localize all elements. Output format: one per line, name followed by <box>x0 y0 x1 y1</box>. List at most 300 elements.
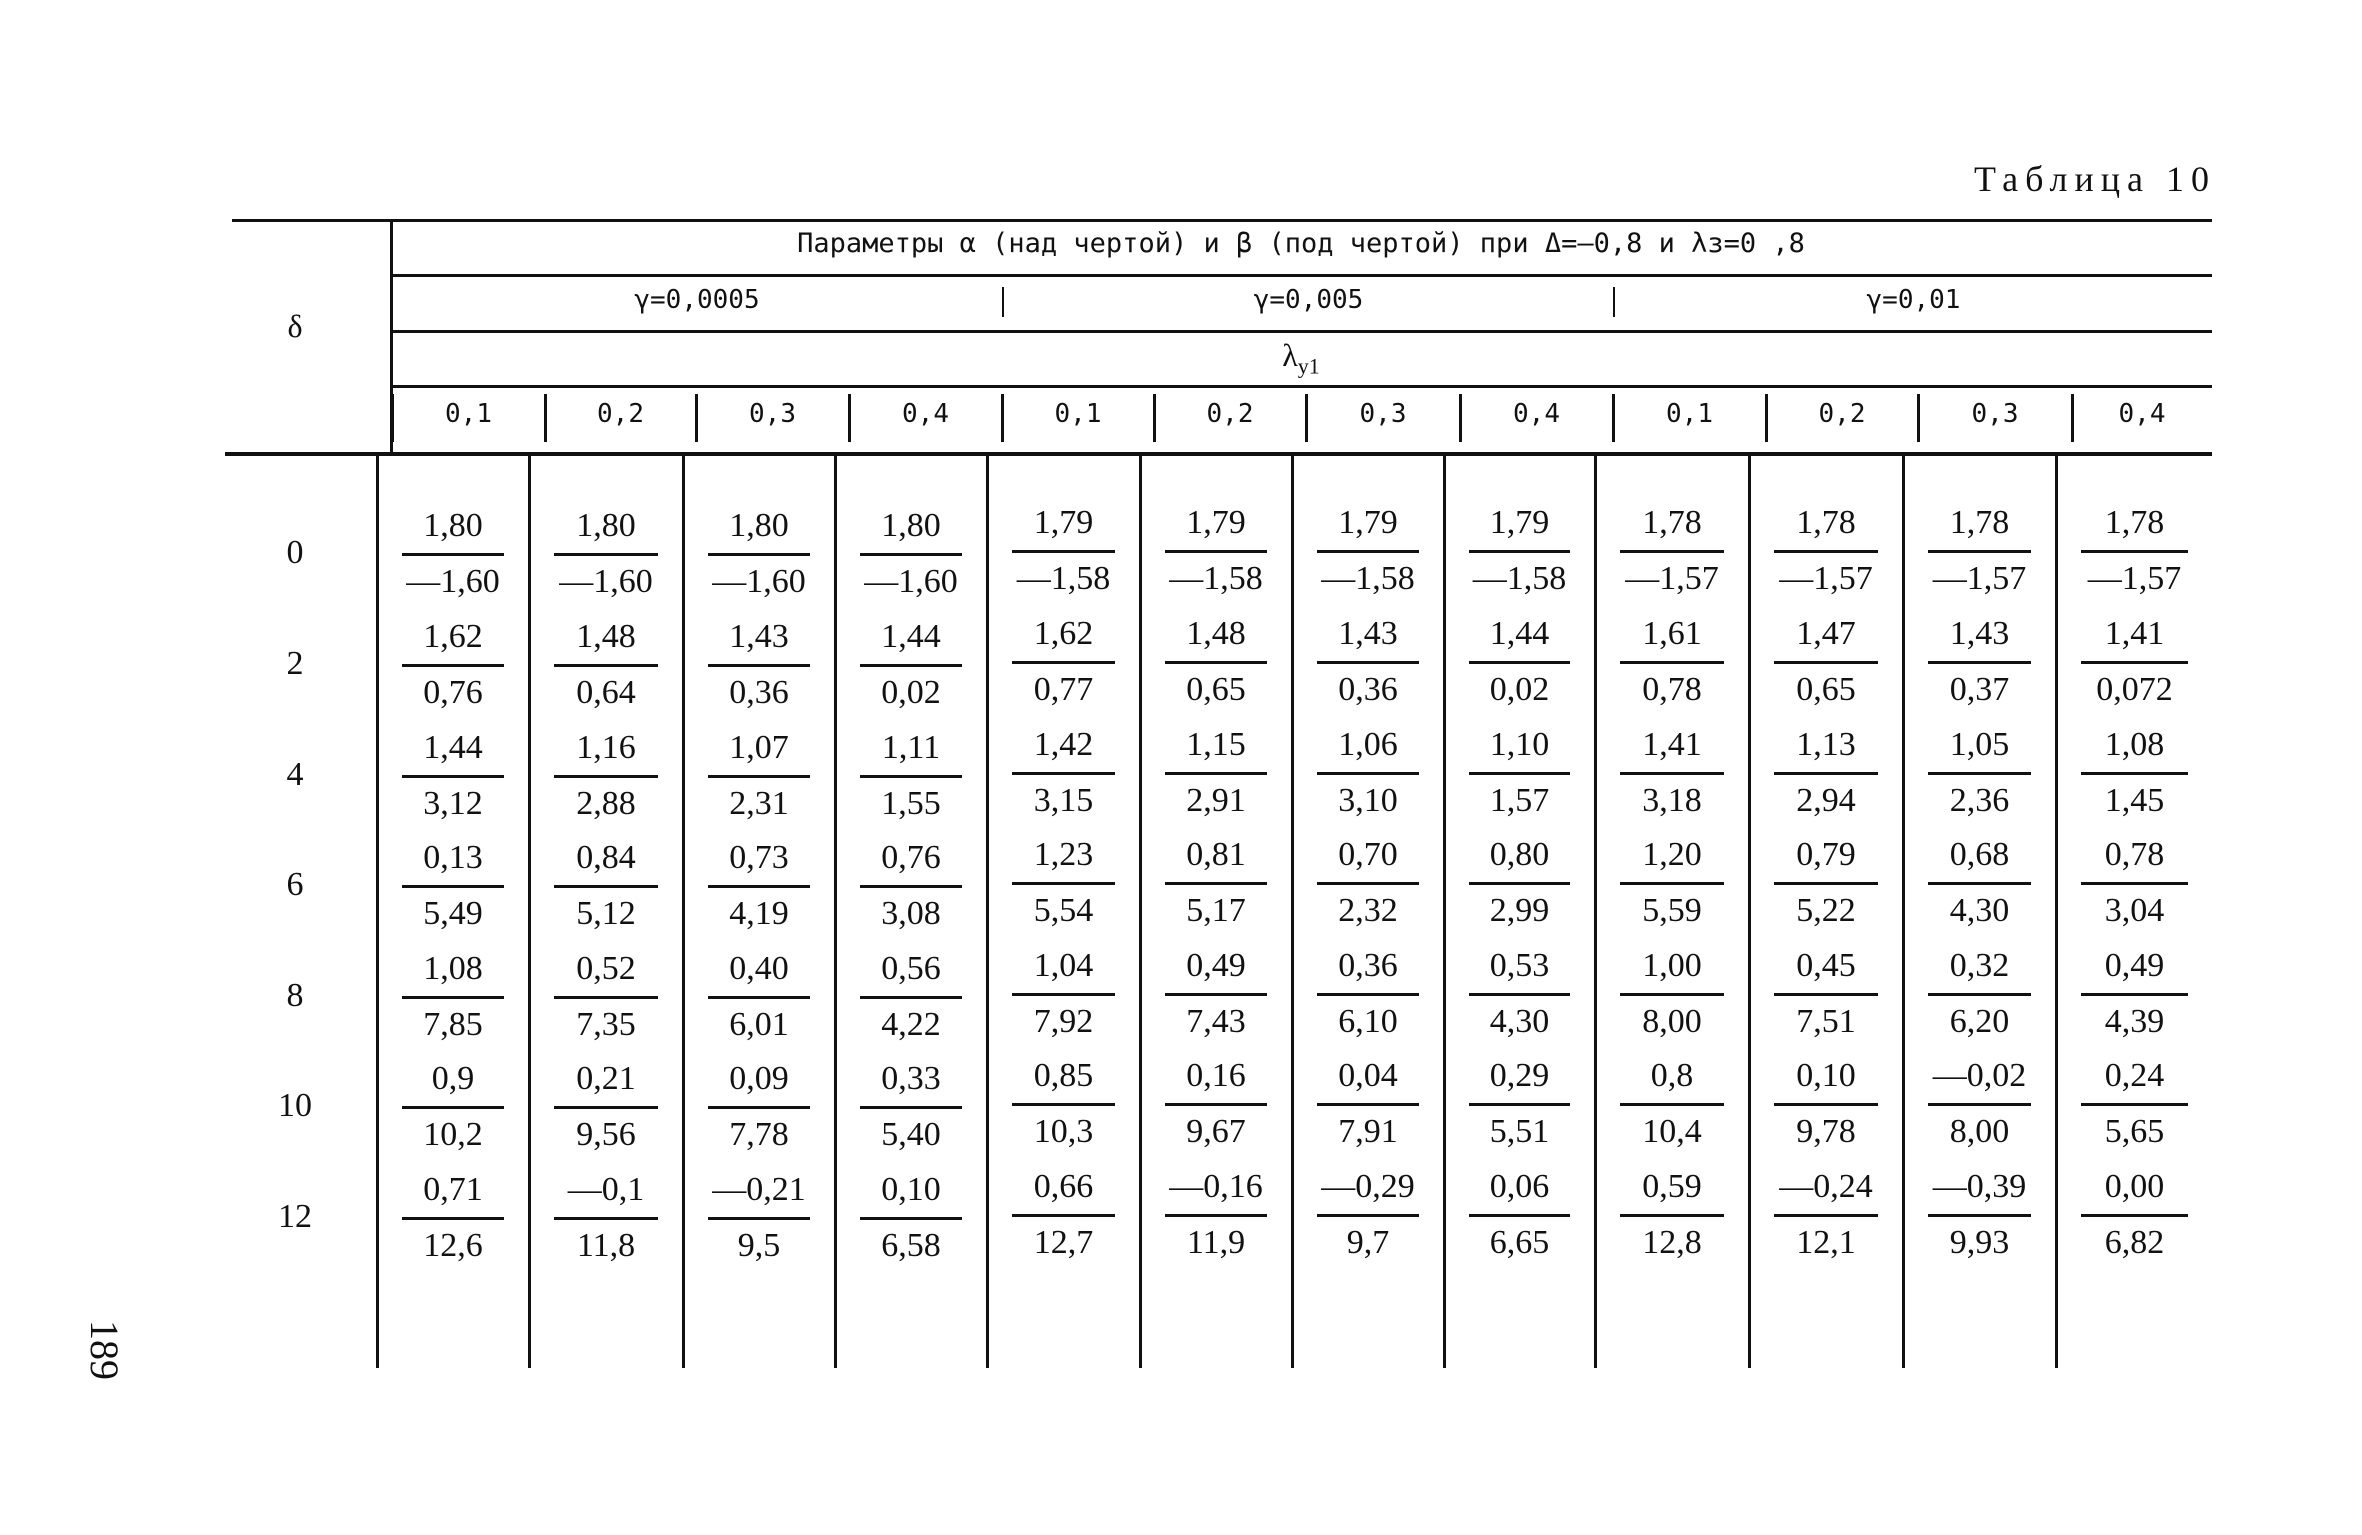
beta-value: 3,10 <box>1338 782 1398 819</box>
table-cell <box>2059 829 2210 937</box>
alpha-value: 0,78 <box>2104 836 2165 873</box>
beta-value: 0,76 <box>423 674 483 711</box>
beta-value: 12,1 <box>1796 1224 1856 1261</box>
alpha-value: 1,44 <box>881 618 941 655</box>
table-cell <box>990 608 1137 716</box>
alpha-value: 0,85 <box>1033 1057 1094 1094</box>
beta-value: 0,65 <box>1186 671 1246 708</box>
alpha-value: 0,70 <box>1338 836 1398 873</box>
alpha-value: 1,15 <box>1186 726 1246 763</box>
column-header-separator <box>1459 394 1462 442</box>
beta-value: 2,36 <box>1949 782 2010 819</box>
alpha-value: 1,05 <box>1949 726 2010 763</box>
beta-value: 2,91 <box>1186 782 1246 819</box>
alpha-value: 1,08 <box>2104 726 2165 763</box>
alpha-value: 0,13 <box>423 839 483 876</box>
beta-value: 4,19 <box>729 895 789 932</box>
column-header-separator <box>1917 394 1920 442</box>
table-cell <box>1143 1161 1289 1269</box>
alpha-value: 1,79 <box>1186 504 1246 541</box>
alpha-value: 1,43 <box>729 618 789 655</box>
column-rule <box>1139 456 1142 1368</box>
beta-value: 9,67 <box>1186 1113 1246 1150</box>
beta-value: 11,8 <box>576 1227 636 1264</box>
group-rule <box>392 330 2212 333</box>
beta-value: 3,12 <box>423 785 483 822</box>
table-cell <box>1752 829 1900 937</box>
caption-rule <box>392 274 2212 277</box>
table-cell <box>1752 497 1900 605</box>
beta-value: 3,04 <box>2104 892 2165 929</box>
beta-value: 9,56 <box>576 1116 636 1153</box>
beta-value: 2,32 <box>1338 892 1398 929</box>
column-header-separator <box>2071 394 2074 442</box>
alpha-value: 1,08 <box>423 950 483 987</box>
beta-value: 0,02 <box>881 674 941 711</box>
column-header-separator <box>1153 394 1156 442</box>
alpha-value: 0,68 <box>1949 836 2010 873</box>
group-header: γ=0,005 <box>1253 285 1364 315</box>
table-cell <box>1143 1050 1289 1158</box>
table-cell <box>532 943 680 1051</box>
beta-value: —1,57 <box>1779 560 1873 597</box>
table-cell <box>2059 940 2210 1048</box>
alpha-value: 1,48 <box>1186 615 1246 652</box>
beta-value: 2,31 <box>729 785 789 822</box>
beta-value: 6,65 <box>1489 1224 1550 1261</box>
beta-value: 7,35 <box>576 1006 636 1043</box>
alpha-value: 0,84 <box>576 839 636 876</box>
alpha-value: 1,80 <box>576 507 636 544</box>
beta-value: —1,60 <box>712 563 806 600</box>
column-header: 0,3 <box>1971 399 2019 429</box>
beta-value: 3,18 <box>1642 782 1702 819</box>
table-cell <box>1447 719 1592 827</box>
alpha-value: 1,61 <box>1642 615 1702 652</box>
beta-value: 0,37 <box>1949 671 2010 708</box>
alpha-value: 0,71 <box>423 1171 483 1208</box>
table-cell <box>1295 497 1441 605</box>
column-rule <box>2055 456 2058 1368</box>
beta-value: 4,30 <box>1489 1003 1550 1040</box>
alpha-value: 0,9 <box>431 1060 475 1097</box>
beta-value: —1,57 <box>1625 560 1719 597</box>
beta-value: 0,77 <box>1033 671 1094 708</box>
alpha-value: 1,16 <box>576 729 636 766</box>
beta-value: 7,92 <box>1033 1003 1094 1040</box>
alpha-value: 1,13 <box>1796 726 1856 763</box>
beta-value: 7,78 <box>729 1116 789 1153</box>
row-label-delta: 8 <box>286 977 304 1014</box>
table-cell <box>2059 497 2210 605</box>
column-header: 0,1 <box>445 399 492 429</box>
beta-value: 5,59 <box>1642 892 1702 929</box>
beta-value: 12,7 <box>1033 1224 1094 1261</box>
beta-value: —1,58 <box>1321 560 1415 597</box>
table-cell <box>686 943 832 1051</box>
table-cell <box>686 832 832 940</box>
beta-value: 0,36 <box>729 674 789 711</box>
table-cell <box>1447 940 1592 1048</box>
beta-value: 5,49 <box>423 895 483 932</box>
alpha-value: 1,43 <box>1338 615 1398 652</box>
table-cell <box>532 500 680 608</box>
table-cell <box>380 722 526 830</box>
column-rule <box>1443 456 1446 1368</box>
alpha-value: 0,73 <box>729 839 789 876</box>
table-cell <box>1143 940 1289 1048</box>
table-cell <box>686 722 832 830</box>
alpha-value: 0,36 <box>1338 947 1398 984</box>
table-cell <box>1906 1050 2053 1158</box>
alpha-value: 1,41 <box>1642 726 1702 763</box>
table-cell <box>990 829 1137 937</box>
lambda-rule <box>392 385 2212 388</box>
beta-value: 10,4 <box>1642 1113 1702 1150</box>
table-cell <box>2059 608 2210 716</box>
table-cell <box>990 940 1137 1048</box>
column-header: 0,4 <box>902 399 949 429</box>
alpha-value: 1,79 <box>1338 504 1398 541</box>
table-cell <box>838 722 984 830</box>
table-cell <box>686 611 832 719</box>
beta-value: 7,91 <box>1338 1113 1398 1150</box>
row-label-delta: 10 <box>278 1087 312 1124</box>
table-cell <box>1752 608 1900 716</box>
column-header-separator <box>1001 394 1004 442</box>
beta-value: 6,10 <box>1338 1003 1398 1040</box>
beta-value: 4,22 <box>881 1006 941 1043</box>
column-header: 0,2 <box>1818 399 1866 429</box>
beta-value: 9,93 <box>1949 1224 2010 1261</box>
column-header-separator <box>1612 394 1615 442</box>
alpha-value: 0,66 <box>1033 1168 1094 1205</box>
beta-value: 6,82 <box>2104 1224 2165 1261</box>
alpha-value: —0,39 <box>1932 1168 2027 1205</box>
alpha-value: —0,16 <box>1169 1168 1263 1205</box>
table-cell <box>1906 497 2053 605</box>
column-header-separator <box>544 394 547 442</box>
alpha-value: 0,80 <box>1489 836 1550 873</box>
beta-value: 9,5 <box>737 1227 781 1264</box>
alpha-value: 1,41 <box>2104 615 2165 652</box>
beta-value: 0,36 <box>1338 671 1398 708</box>
beta-value: 7,85 <box>423 1006 483 1043</box>
column-rule <box>1291 456 1294 1368</box>
table-cell <box>838 1053 984 1161</box>
beta-value: —1,60 <box>559 563 653 600</box>
table-cell <box>838 500 984 608</box>
beta-value: 5,40 <box>881 1116 941 1153</box>
beta-value: 8,00 <box>1949 1113 2010 1150</box>
table-cell <box>380 1053 526 1161</box>
row-label-delta: 12 <box>278 1198 312 1235</box>
column-rule <box>1748 456 1751 1368</box>
column-header: 0,4 <box>2118 399 2166 429</box>
beta-value: —1,58 <box>1016 560 1111 597</box>
alpha-value: 1,44 <box>423 729 483 766</box>
table-cell <box>1906 1161 2053 1269</box>
page-number: 189 <box>82 1320 127 1380</box>
alpha-value: 0,33 <box>881 1060 941 1097</box>
alpha-value: 0,45 <box>1796 947 1856 984</box>
alpha-value: 0,16 <box>1186 1057 1246 1094</box>
table-cell <box>1143 497 1289 605</box>
column-header: 0,2 <box>597 399 644 429</box>
table-cell <box>1906 719 2053 827</box>
beta-value: 9,7 <box>1346 1224 1390 1261</box>
table-cell <box>380 1164 526 1272</box>
beta-value: 0,072 <box>2096 671 2173 708</box>
column-rule <box>1594 456 1597 1368</box>
table-cell <box>2059 719 2210 827</box>
alpha-value: 0,09 <box>729 1060 789 1097</box>
alpha-value: 0,00 <box>2104 1168 2165 1205</box>
table-cell <box>1906 608 2053 716</box>
table-cell <box>838 611 984 719</box>
row-label-delta: 6 <box>286 866 304 903</box>
group-header: γ=0,01 <box>1866 285 1961 315</box>
table-cell <box>1447 497 1592 605</box>
alpha-value: 1,00 <box>1642 947 1702 984</box>
table-cell <box>1598 719 1746 827</box>
table-cell <box>990 719 1137 827</box>
table-cell <box>2059 1161 2210 1269</box>
column-rule <box>834 456 837 1368</box>
row-label-delta: 2 <box>286 645 304 682</box>
table-cell <box>1447 608 1592 716</box>
table-cell <box>1752 1050 1900 1158</box>
beta-value: 6,58 <box>881 1227 941 1264</box>
alpha-value: 1,62 <box>423 618 483 655</box>
table-cell <box>1447 1050 1592 1158</box>
table-cell <box>1598 829 1746 937</box>
column-header: 0,1 <box>1054 399 1102 429</box>
alpha-value: 0,53 <box>1489 947 1550 984</box>
beta-value: 0,02 <box>1489 671 1550 708</box>
beta-value: 0,78 <box>1642 671 1702 708</box>
alpha-value: —0,29 <box>1321 1168 1415 1205</box>
table-cell <box>990 1050 1137 1158</box>
beta-value: 2,94 <box>1796 782 1856 819</box>
beta-value: 10,3 <box>1033 1113 1094 1150</box>
beta-value: 7,43 <box>1186 1003 1246 1040</box>
table-cell <box>1598 608 1746 716</box>
alpha-value: 1,10 <box>1489 726 1550 763</box>
alpha-value: 0,32 <box>1949 947 2010 984</box>
table-cell <box>2059 1050 2210 1158</box>
table-cell <box>380 611 526 719</box>
beta-value: 7,51 <box>1796 1003 1856 1040</box>
beta-value: —1,57 <box>2087 560 2182 597</box>
beta-value: 9,78 <box>1796 1113 1856 1150</box>
beta-value: —1,60 <box>406 563 500 600</box>
table-cell <box>1143 719 1289 827</box>
beta-value: 0,64 <box>576 674 636 711</box>
column-header: 0,3 <box>1359 399 1407 429</box>
table-cell <box>1295 1050 1441 1158</box>
table-cell <box>1295 719 1441 827</box>
alpha-value: —0,1 <box>567 1171 645 1208</box>
table-caption: Параметры α (над чертой) и β (под чертой) при Δ=—0,8 и λз=0 ,8 <box>797 228 1805 259</box>
alpha-value: 1,80 <box>881 507 941 544</box>
alpha-value: 0,21 <box>576 1060 636 1097</box>
beta-value: 10,2 <box>423 1116 483 1153</box>
beta-value: 5,54 <box>1033 892 1094 929</box>
beta-value: 4,30 <box>1949 892 2010 929</box>
table-cell <box>1598 1161 1746 1269</box>
column-rule <box>376 456 379 1368</box>
alpha-value: 1,78 <box>2104 504 2165 541</box>
beta-value: 2,88 <box>576 785 636 822</box>
table-cell <box>686 1164 832 1272</box>
header-bottom-rule <box>225 452 2212 456</box>
alpha-value: 1,78 <box>1642 504 1702 541</box>
beta-value: 1,45 <box>2104 782 2165 819</box>
alpha-value: 1,47 <box>1796 615 1856 652</box>
beta-value: 3,08 <box>881 895 941 932</box>
alpha-value: 0,76 <box>881 839 941 876</box>
alpha-value: 0,49 <box>2104 947 2165 984</box>
table-title: Таблица 10 <box>1974 159 2216 199</box>
alpha-value: 1,11 <box>881 729 941 766</box>
alpha-value: 1,20 <box>1642 836 1702 873</box>
table-cell <box>380 500 526 608</box>
table-cell <box>1295 940 1441 1048</box>
lambda-subscript: y1 <box>1297 353 1320 379</box>
beta-value: —1,60 <box>864 563 958 600</box>
alpha-value: 1,07 <box>729 729 789 766</box>
table-cell <box>1295 1161 1441 1269</box>
table-cell <box>838 1164 984 1272</box>
beta-value: 11,9 <box>1186 1224 1246 1261</box>
beta-value: 5,65 <box>2104 1113 2165 1150</box>
alpha-value: 1,04 <box>1033 947 1094 984</box>
alpha-value: —0,02 <box>1932 1057 2027 1094</box>
table-cell <box>1295 608 1441 716</box>
beta-value: —1,58 <box>1169 560 1263 597</box>
alpha-value: 1,79 <box>1033 504 1094 541</box>
alpha-value: 1,79 <box>1489 504 1550 541</box>
alpha-value: 1,80 <box>423 507 483 544</box>
table-cell <box>1752 719 1900 827</box>
alpha-value: 1,23 <box>1033 836 1094 873</box>
top-rule <box>232 219 2212 222</box>
table-cell <box>380 943 526 1051</box>
table-cell <box>1598 497 1746 605</box>
alpha-value: 0,59 <box>1642 1168 1702 1205</box>
alpha-value: 0,29 <box>1489 1057 1550 1094</box>
column-rule <box>986 456 989 1368</box>
alpha-value: 0,40 <box>729 950 789 987</box>
column-rule <box>1902 456 1905 1368</box>
beta-value: 8,00 <box>1642 1003 1702 1040</box>
column-header: 0,1 <box>1666 399 1713 429</box>
table-cell <box>380 832 526 940</box>
alpha-value: 0,10 <box>881 1171 941 1208</box>
table-cell <box>532 832 680 940</box>
table-cell <box>1906 829 2053 937</box>
alpha-value: 0,8 <box>1650 1057 1694 1094</box>
beta-value: 5,12 <box>576 895 636 932</box>
table-cell <box>532 611 680 719</box>
alpha-value: 1,44 <box>1489 615 1550 652</box>
table-cell <box>532 1164 680 1272</box>
alpha-value: 1,62 <box>1033 615 1094 652</box>
alpha-value: 0,10 <box>1796 1057 1856 1094</box>
alpha-value: 1,78 <box>1796 504 1856 541</box>
alpha-value: 0,49 <box>1186 947 1246 984</box>
alpha-value: 1,06 <box>1338 726 1398 763</box>
table-cell <box>1143 608 1289 716</box>
table-cell <box>532 1053 680 1161</box>
alpha-value: 1,42 <box>1033 726 1094 763</box>
table-cell <box>686 1053 832 1161</box>
beta-value: 1,55 <box>881 785 941 822</box>
table-cell <box>1906 940 2053 1048</box>
beta-value: 12,8 <box>1642 1224 1702 1261</box>
table-cell <box>990 497 1137 605</box>
column-header: 0,3 <box>749 399 796 429</box>
table-cell <box>838 832 984 940</box>
beta-value: 4,39 <box>2104 1003 2165 1040</box>
alpha-value: 0,79 <box>1796 836 1856 873</box>
alpha-value: —0,21 <box>712 1171 806 1208</box>
column-header-separator <box>848 394 851 442</box>
alpha-value: 0,81 <box>1186 836 1246 873</box>
column-rule <box>682 456 685 1368</box>
beta-value: 5,17 <box>1186 892 1246 929</box>
stub-header: δ <box>287 308 303 344</box>
row-label-delta: 4 <box>286 756 304 793</box>
lambda-symbol: λ <box>1282 337 1298 373</box>
group-header: γ=0,0005 <box>634 285 760 315</box>
table-cell <box>1752 940 1900 1048</box>
beta-value: —1,58 <box>1472 560 1567 597</box>
table-cell <box>686 500 832 608</box>
table-cell <box>838 943 984 1051</box>
alpha-value: 0,06 <box>1489 1168 1550 1205</box>
table-cell <box>1598 940 1746 1048</box>
alpha-value: 0,56 <box>881 950 941 987</box>
lambda-header <box>390 337 2212 379</box>
beta-value: 5,22 <box>1796 892 1856 929</box>
alpha-value: 1,43 <box>1949 615 2010 652</box>
table-cell <box>1447 1161 1592 1269</box>
column-rule <box>528 456 531 1368</box>
beta-value: 1,57 <box>1489 782 1550 819</box>
alpha-value: 0,04 <box>1338 1057 1398 1094</box>
alpha-value: 0,24 <box>2104 1057 2165 1094</box>
beta-value: 5,51 <box>1489 1113 1550 1150</box>
beta-value: 6,01 <box>729 1006 789 1043</box>
table-cell <box>1447 829 1592 937</box>
alpha-value: 1,80 <box>729 507 789 544</box>
column-header-separator <box>391 394 394 442</box>
alpha-value: 1,48 <box>576 618 636 655</box>
table-cell <box>1598 1050 1746 1158</box>
row-label-delta: 0 <box>286 534 304 571</box>
alpha-value: 1,78 <box>1949 504 2010 541</box>
column-header-separator <box>1305 394 1308 442</box>
table-cell <box>1295 829 1441 937</box>
alpha-value: 0,52 <box>576 950 636 987</box>
column-header-separator <box>1765 394 1768 442</box>
column-header-separator <box>695 394 698 442</box>
beta-value: 0,65 <box>1796 671 1856 708</box>
table-cell <box>532 722 680 830</box>
column-header: 0,4 <box>1513 399 1560 429</box>
